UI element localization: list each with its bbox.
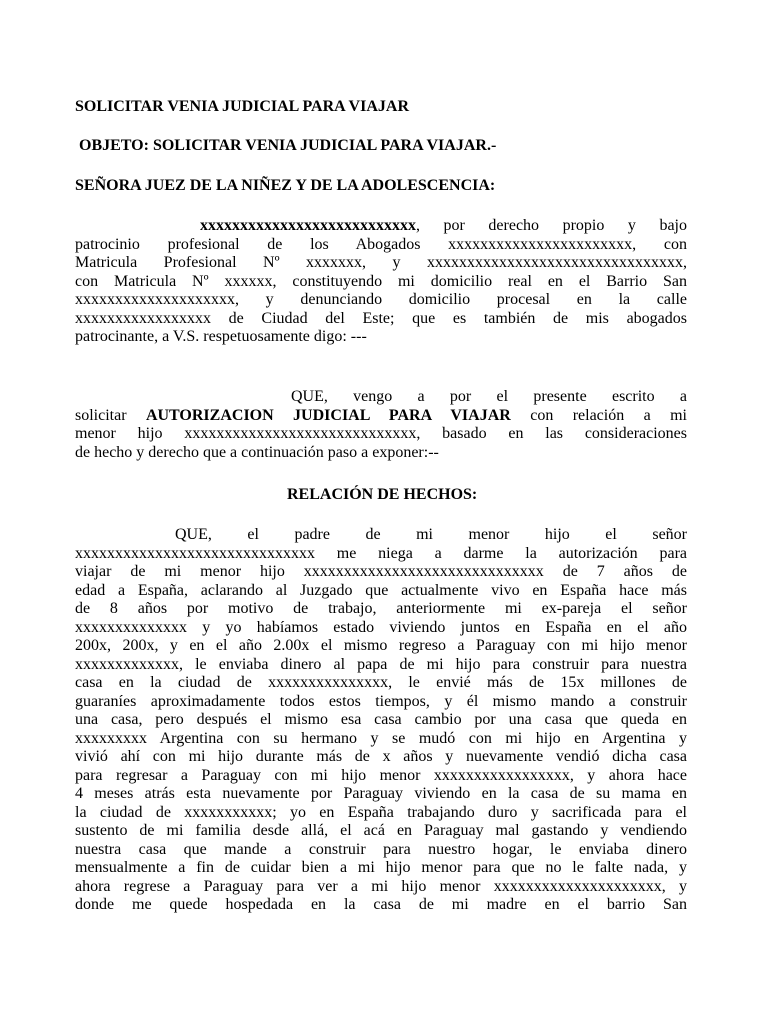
- paragraph-line: donde me quede hospedada en la casa de mi madre en el barrio San: [75, 896, 687, 913]
- paragraph-line: menor hijo xxxxxxxxxxxxxxxxxxxxxxxxxxxxx, basado en las consideraciones: [75, 425, 687, 442]
- intro-paragraph: [75, 217, 687, 347]
- paragraph-line: QUE, vengo a por el presente escrito a: [291, 388, 687, 405]
- paragraph-line: 200x, 200x, y en el año 2.00x el mismo regreso a Paraguay con mi hijo menor: [75, 637, 687, 654]
- paragraph-line: con Matricula Nº xxxxxx, constituyendo mi domicilio real en el Barrio San: [75, 272, 687, 290]
- paragraph-line: viajar de mi menor hijo xxxxxxxxxxxxxxxxxxxxxxxxxxxxxx de 7 años de: [75, 563, 687, 580]
- paragraph-line: mensualmente a fin de cuidar bien a mi hijo menor para que no le falte nada, y: [75, 859, 687, 876]
- paragraph-line: xxxxxxxxx Argentina con su hermano y se mudó con mi hijo en Argentina y: [75, 729, 687, 747]
- paragraph-line: la ciudad de xxxxxxxxxxx; yo en España trabajando duro y sacrificada para el: [75, 803, 687, 821]
- request-emphasis: AUTORIZACION JUDICIAL PARA VIAJAR: [145, 406, 511, 424]
- paragraph-line: xxxxxxxxxxxxx, le enviaba dinero al papa de mi hijo para construir para nuestra: [75, 655, 687, 673]
- paragraph-line: xxxxxxxxxxxxxxxxxxxxxxxxxxx, por derecho propio y bajo: [200, 217, 687, 234]
- paragraph-line: patrocinante, a V.S. respetuosamente digo: ---: [75, 328, 367, 345]
- paragraph-line: xxxxxxxxxxxxxxxxx de Ciudad del Este; que es también de mis abogados: [75, 309, 687, 327]
- paragraph-line: solicitar AUTORIZACION JUDICIAL PARA VIAJAR con relación a mi: [75, 406, 687, 424]
- facts-paragraph: [75, 526, 687, 915]
- document-title: SOLICITAR VENIA JUDICIAL PARA VIAJAR: [75, 98, 409, 115]
- paragraph-line: xxxxxxxxxxxxxxxxxxxx, y denunciando domicilio procesal en la calle: [75, 291, 687, 308]
- paragraph-line: una casa, pero después el mismo esa casa cambio por una casa que queda en: [75, 711, 687, 728]
- paragraph-line: edad a España, aclarando al Juzgado que actualmente vivo en España hace más: [75, 581, 687, 599]
- paragraph-line: nuestra casa que mande a construir para nuestro hogar, le enviaba dinero: [75, 840, 687, 858]
- request-paragraph: [75, 388, 687, 462]
- paragraph-line: Matricula Profesional Nº xxxxxxx, y xxxxxxxxxxxxxxxxxxxxxxxxxxxxxxxx,: [75, 254, 687, 271]
- paragraph-line: para regresar a Paraguay con mi hijo menor xxxxxxxxxxxxxxxxx, y ahora hace: [75, 766, 687, 784]
- paragraph-line: vivió ahí con mi hijo durante más de x años y nuevamente vendió dicha casa: [75, 748, 687, 765]
- paragraph-line: 4 meses atrás esta nuevamente por Paraguay viviendo en la casa de su mama en: [75, 785, 687, 802]
- paragraph-line: de hecho y derecho que a continuación paso a exponer:--: [75, 443, 439, 461]
- addressee-line: SEÑORA JUEZ DE LA NIÑEZ Y DE LA ADOLESCENCIA:: [75, 177, 496, 194]
- paragraph-line: xxxxxxxxxxxxxxxxxxxxxxxxxxxxxx me niega a darme la autorización para: [75, 544, 687, 562]
- paragraph-line: guaraníes aproximadamente todos estos tiempos, y él mismo mando a construir: [75, 692, 687, 710]
- paragraph-line: sustento de mi familia desde allá, el acá en Paraguay mal gastando y vendiendo: [75, 822, 687, 839]
- paragraph-line: QUE, el padre de mi menor hijo el señor: [175, 526, 687, 543]
- section-heading: RELACIÓN DE HECHOS:: [287, 486, 478, 503]
- document-objeto: OBJETO: SOLICITAR VENIA JUDICIAL PARA VIAJAR.-: [79, 137, 497, 154]
- applicant-name: xxxxxxxxxxxxxxxxxxxxxxxxxxx: [200, 217, 416, 234]
- paragraph-line: patrocinio profesional de los Abogados xxxxxxxxxxxxxxxxxxxxxxx, con: [75, 235, 687, 253]
- paragraph-line: xxxxxxxxxxxxxx y yo habíamos estado viviendo juntos en España en el año: [75, 618, 687, 636]
- paragraph-line: de 8 años por motivo de trabajo, anteriormente mi ex-pareja el señor: [75, 600, 687, 617]
- paragraph-line: casa en la ciudad de xxxxxxxxxxxxxxx, le envié más de 15x millones de: [75, 674, 687, 691]
- paragraph-line: ahora regrese a Paraguay para ver a mi hijo menor xxxxxxxxxxxxxxxxxxxxx, y: [75, 877, 687, 895]
